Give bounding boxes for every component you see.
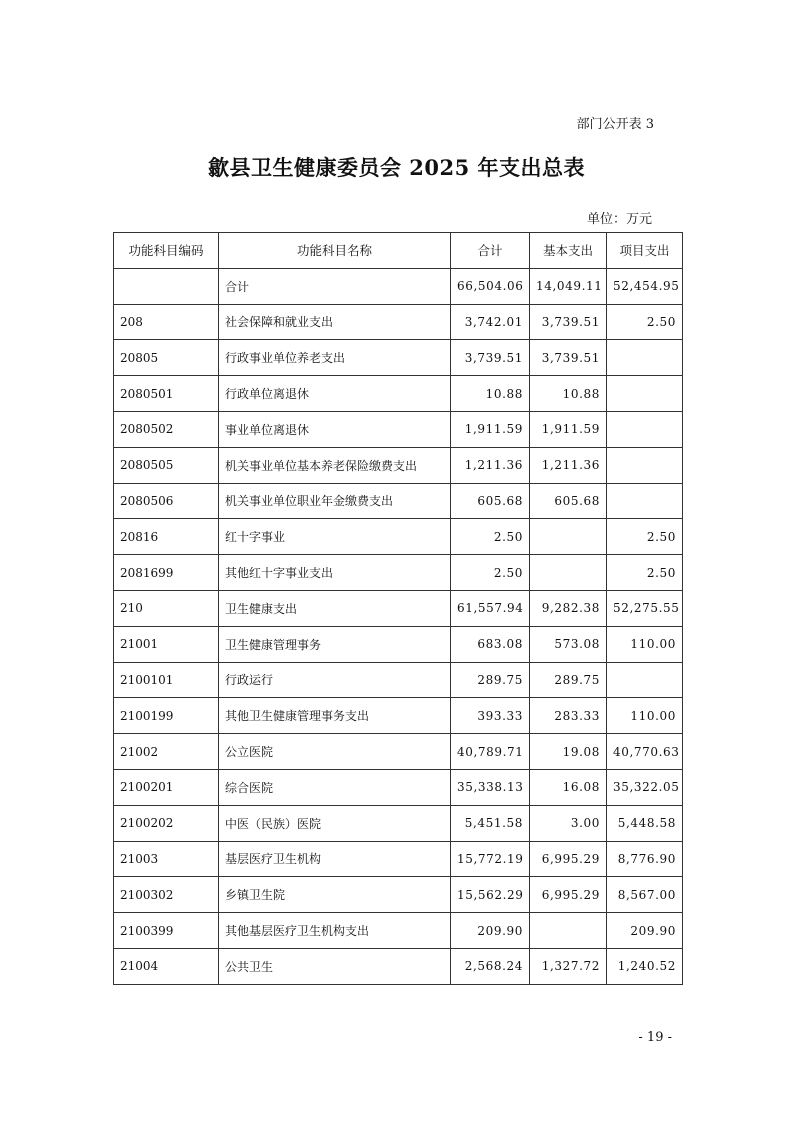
table-row [114,769,683,805]
cell-code: 21001 [114,626,219,662]
page-number: - 19 - [638,1030,672,1045]
cell-project [607,662,683,698]
table-row [114,376,683,412]
cell-name: 事业单位离退休 [219,411,451,447]
cell-basic: 14,049.11 [530,268,607,304]
table-row [114,877,683,913]
table-row [114,841,683,877]
cell-code [114,268,219,304]
column-header-code: 功能科目编码 [114,233,219,269]
table-row [114,340,683,376]
cell-name: 其他卫生健康管理事务支出 [219,698,451,734]
cell-total: 2,568.24 [451,948,530,984]
cell-code: 210 [114,590,219,626]
cell-basic: 1,211.36 [530,447,607,483]
cell-name: 行政运行 [219,662,451,698]
cell-name: 行政事业单位养老支出 [219,340,451,376]
cell-name: 公立医院 [219,734,451,770]
cell-code: 21004 [114,948,219,984]
cell-total: 605.68 [451,483,530,519]
cell-total: 3,739.51 [451,340,530,376]
cell-name: 中医（民族）医院 [219,805,451,841]
cell-name: 综合医院 [219,769,451,805]
table-row [114,913,683,949]
table-row [114,590,683,626]
cell-code: 2080502 [114,411,219,447]
column-header-total: 合计 [451,233,530,269]
cell-project: 209.90 [607,913,683,949]
cell-basic: 1,327.72 [530,948,607,984]
cell-total: 1,911.59 [451,411,530,447]
cell-name: 机关事业单位基本养老保险缴费支出 [219,447,451,483]
cell-code: 2080506 [114,483,219,519]
cell-code: 2081699 [114,555,219,591]
table-row [114,662,683,698]
cell-project: 8,776.90 [607,841,683,877]
table-row [114,626,683,662]
cell-project [607,340,683,376]
cell-code: 2080505 [114,447,219,483]
cell-total: 209.90 [451,913,530,949]
column-header-name: 功能科目名称 [219,233,451,269]
cell-code: 2100101 [114,662,219,698]
cell-total: 15,562.29 [451,877,530,913]
cell-name: 机关事业单位职业年金缴费支出 [219,483,451,519]
cell-code: 2100202 [114,805,219,841]
table-row [114,948,683,984]
cell-total: 2.50 [451,519,530,555]
cell-code: 208 [114,304,219,340]
table-id-label: 部门公开表 3 [576,117,654,132]
cell-basic: 10.88 [530,376,607,412]
cell-basic: 3.00 [530,805,607,841]
page-title: 歙县卫生健康委员会 2025 年支出总表 [207,155,586,180]
cell-project: 2.50 [607,519,683,555]
cell-total: 1,211.36 [451,447,530,483]
cell-total: 15,772.19 [451,841,530,877]
column-header-project: 项目支出 [607,233,683,269]
cell-project: 110.00 [607,626,683,662]
cell-project: 40,770.63 [607,734,683,770]
table-row [114,483,683,519]
cell-basic [530,519,607,555]
cell-basic: 6,995.29 [530,841,607,877]
cell-name: 其他红十字事业支出 [219,555,451,591]
cell-code: 2080501 [114,376,219,412]
cell-project [607,447,683,483]
cell-basic: 9,282.38 [530,590,607,626]
cell-name: 卫生健康支出 [219,590,451,626]
cell-code: 21002 [114,734,219,770]
table-row [114,411,683,447]
cell-project: 1,240.52 [607,948,683,984]
cell-basic: 16.08 [530,769,607,805]
cell-code: 2100399 [114,913,219,949]
cell-project: 52,454.95 [607,268,683,304]
cell-project: 52,275.55 [607,590,683,626]
unit-label: 单位：万元 [586,212,652,227]
table-row [114,698,683,734]
cell-name: 公共卫生 [219,948,451,984]
expenditure-table [113,232,683,985]
cell-project: 5,448.58 [607,805,683,841]
cell-basic: 3,739.51 [530,304,607,340]
cell-project: 8,567.00 [607,877,683,913]
cell-name: 行政单位离退休 [219,376,451,412]
cell-code: 2100302 [114,877,219,913]
column-header-basic: 基本支出 [530,233,607,269]
cell-basic: 283.33 [530,698,607,734]
table-row [114,304,683,340]
cell-basic: 6,995.29 [530,877,607,913]
cell-project: 2.50 [607,555,683,591]
table-row [114,447,683,483]
cell-name: 其他基层医疗卫生机构支出 [219,913,451,949]
cell-project [607,483,683,519]
cell-total: 5,451.58 [451,805,530,841]
cell-total: 40,789.71 [451,734,530,770]
cell-project [607,411,683,447]
cell-total: 66,504.06 [451,268,530,304]
cell-basic: 19.08 [530,734,607,770]
cell-project [607,376,683,412]
cell-code: 2100201 [114,769,219,805]
cell-name: 合计 [219,268,451,304]
cell-code: 21003 [114,841,219,877]
cell-code: 2100199 [114,698,219,734]
table-row [114,734,683,770]
cell-total: 10.88 [451,376,530,412]
table-row [114,268,683,304]
cell-total: 2.50 [451,555,530,591]
cell-project: 110.00 [607,698,683,734]
table-row [114,519,683,555]
cell-project: 2.50 [607,304,683,340]
cell-name: 红十字事业 [219,519,451,555]
cell-total: 683.08 [451,626,530,662]
cell-basic: 1,911.59 [530,411,607,447]
cell-basic [530,555,607,591]
table-header-row [114,233,683,269]
cell-basic: 605.68 [530,483,607,519]
cell-total: 289.75 [451,662,530,698]
cell-code: 20805 [114,340,219,376]
cell-total: 3,742.01 [451,304,530,340]
cell-name: 社会保障和就业支出 [219,304,451,340]
table-row [114,805,683,841]
cell-name: 基层医疗卫生机构 [219,841,451,877]
cell-basic: 3,739.51 [530,340,607,376]
cell-basic [530,913,607,949]
cell-basic: 289.75 [530,662,607,698]
cell-total: 61,557.94 [451,590,530,626]
cell-name: 卫生健康管理事务 [219,626,451,662]
table-body [114,268,683,984]
cell-code: 20816 [114,519,219,555]
cell-total: 393.33 [451,698,530,734]
table-row [114,555,683,591]
cell-name: 乡镇卫生院 [219,877,451,913]
cell-total: 35,338.13 [451,769,530,805]
cell-project: 35,322.05 [607,769,683,805]
cell-basic: 573.08 [530,626,607,662]
